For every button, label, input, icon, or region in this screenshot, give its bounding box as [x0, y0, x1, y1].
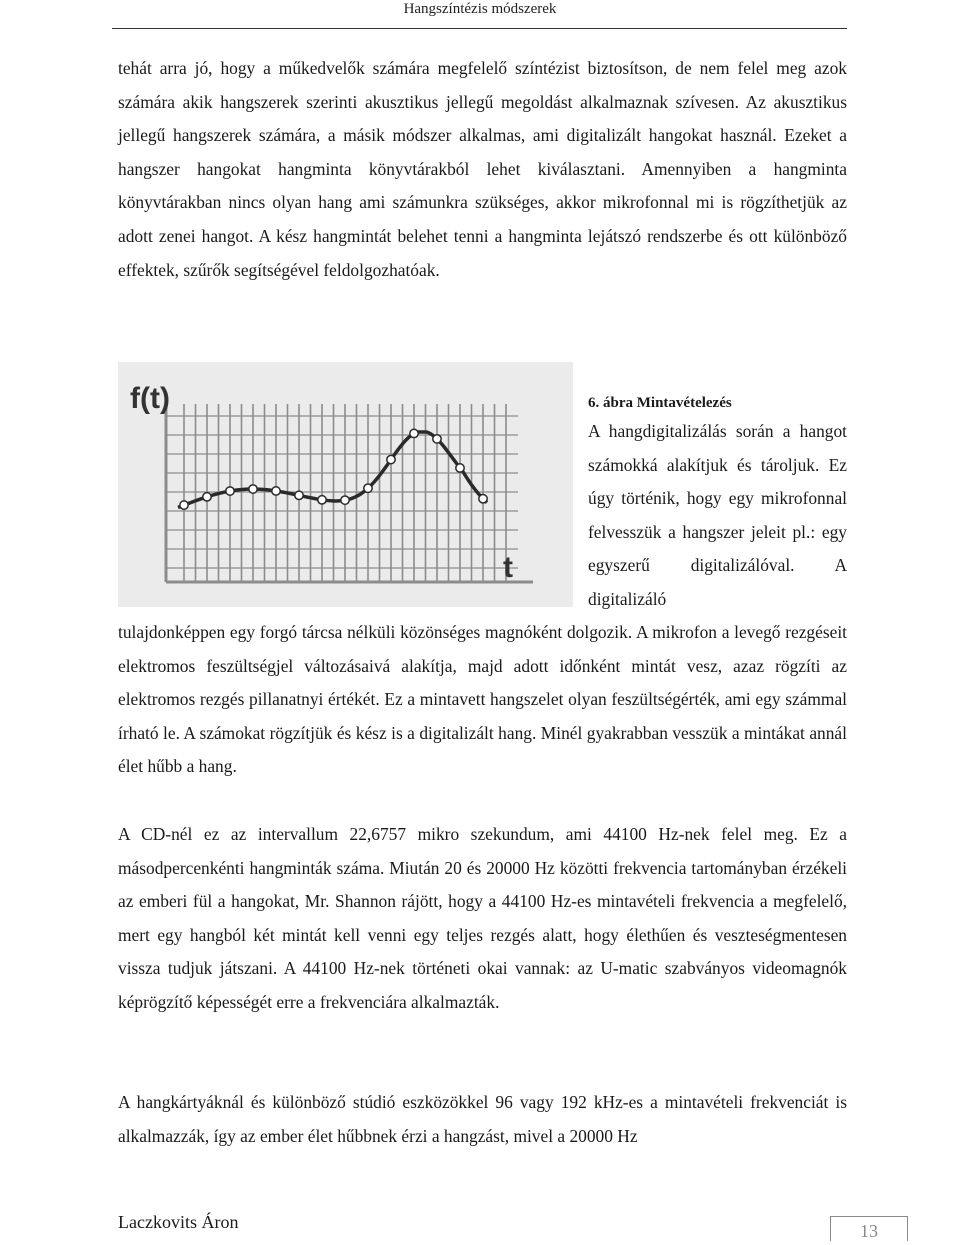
- footer-author: Laczkovits Áron: [118, 1212, 239, 1232]
- sample-point: [203, 493, 211, 501]
- sample-point: [272, 487, 280, 495]
- sample-point: [433, 435, 441, 443]
- sample-point: [341, 496, 349, 504]
- sample-point: [410, 429, 418, 437]
- sample-point: [295, 491, 303, 499]
- running-header: [0, 0, 960, 26]
- sample-point: [479, 495, 487, 503]
- paragraph-cd-sampling: A CD-nél ez az intervallum 22,6757 mikro szekundum, ami 44100 Hz-nek felel meg. Ez a másodpercenkénti hangminták száma. Miután 20 és 20000 Hz közötti frekvencia tartományban érzékeli az emberi fül a hangokat, Mr. Shannon rájött, hogy a 44100 Hz-es mintavételi frekvencia a megfelelő, mert egy hangból két mintát kell venni egy teljes rezgés alatt, hogy élethűen és veszteségmentesen vissza tudjuk játszani. A 44100 Hz-nek történeti okai vannak: az U-matic szabványos videomagnók képrögzítő képességét erre a frekvenciára alkalmazták.: [118, 824, 847, 1012]
- paragraph-digitizing-part2: tulajdonképpen egy forgó tárcsa nélküli közönséges magnóként dolgozik. A mikrofon a levegő rezgéseit elektromos feszültségjel változásaivá alakítja, majd adott időnként mintát vesz, azaz rögzíti az elektromos rezgés pillanatnyi értékét. Ez a mintavett hangszelet olyan feszültségérték, ami egy számmal írható le. A számokat rögzítjük és kész is a digitalizált hang. Minél gyakrabban vesszük a mintákat annál élet hűbb a hang.: [118, 622, 847, 777]
- sample-point: [364, 484, 372, 492]
- sample-point: [456, 464, 464, 472]
- paragraph-intro: tehát arra jó, hogy a műkedvelők számára megfelelő színtézist biztosítson, de nem felel meg azok számára akik hangszerek szerinti akusztikus jellegű megoldást alkalmaznak szívesen. Az akusztikus jellegű hangszerek számára, a másik módszer alkalmas, ami digitalizált hangokat használ. Ezeket a hangszer hangokat hangminta könyvtárakból lehet kiválasztani. Amennyiben a hangminta könyvtárakban nincs olyan hang ami számunkra szükséges, akkor mikrofonnal mi is rögzíthetjük az adott zenei hangot. A kész hangmintát belehet tenni a hangminta lejátszó rendszerbe és ott különböző effektek, szűrők segítségével feldolgozhatóak.: [118, 58, 847, 280]
- sample-point: [249, 485, 257, 493]
- header-divider: [112, 28, 847, 29]
- sampling-figure: [118, 362, 573, 607]
- sample-point: [226, 487, 234, 495]
- y-axis-label: f(t): [130, 382, 170, 415]
- paragraph-soundcards: A hangkártyáknál és különböző stúdió eszközökkel 96 vagy 192 kHz-es a mintavételi frekvenciát is alkalmazzák, így az ember élet hűbbnek érzi a hangzást, mivel a 20000 Hz: [118, 1092, 847, 1146]
- sampling-graph: [118, 362, 573, 607]
- sample-point: [318, 496, 326, 504]
- page-number: 13: [860, 1221, 878, 1241]
- header-title: Hangszíntézis módszerek: [403, 1, 557, 17]
- page-number-box: [830, 1216, 908, 1241]
- paragraph-digitizing-part1: A hangdigitalizálás során a hangot számokká alakítjuk és tároljuk. Ez úgy történik, hogy egy mikrofonnal felvesszük a hangszer jeleit pl.: egy egyszerű digitalizálóval. A digitalizáló: [588, 421, 847, 609]
- sample-point: [180, 501, 188, 509]
- figure-caption: 6. ábra Mintavételezés: [588, 395, 732, 411]
- sample-point: [387, 455, 395, 463]
- x-axis-label: t: [503, 551, 513, 584]
